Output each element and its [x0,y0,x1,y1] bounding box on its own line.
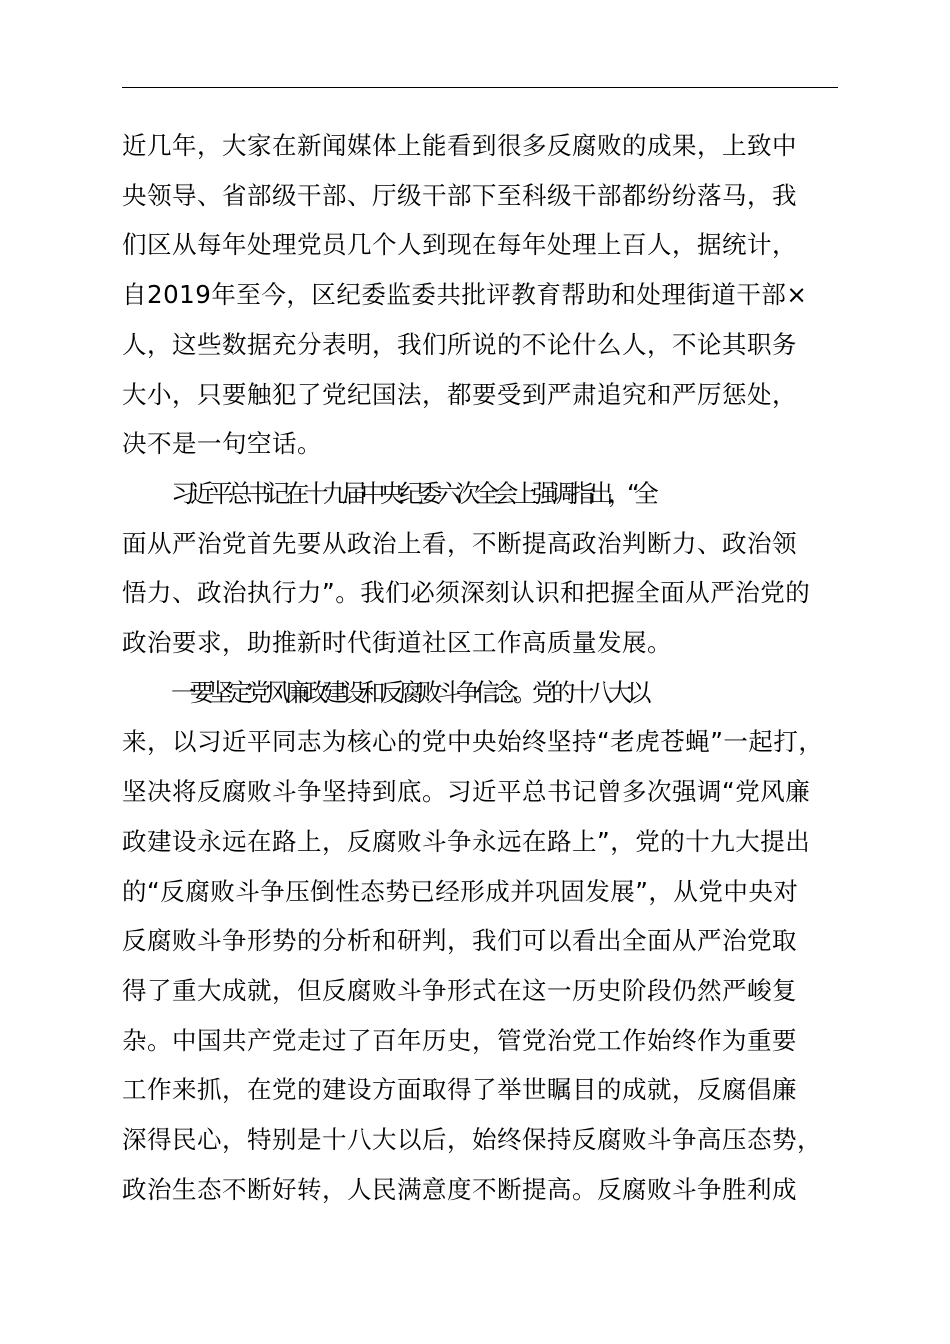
text-line: 一要坚定党风廉政建设和反腐败斗争信念。党的十八大以 [171,677,646,707]
text-line: 近几年，大家在新闻媒体上能看到很多反腐败的成果，上致中 [122,131,797,160]
text-line: 杂。中国共产党走过了百年历史，管党治党工作始终作为重要 [122,1025,797,1055]
text-line: 们区从每年处理党员几个人到现在每年处理上百人，据统计， [122,230,797,260]
document-body [122,121,838,1214]
text-line: 工作来抓，在党的建设方面取得了举世瞩目的成就，反腐倡廉 [122,1075,797,1105]
text-line: 大小，只要触犯了党纪国法，都要受到严肃追究和严厉惩处， [122,379,797,409]
text-line: 决不是一句空话。 [122,429,322,459]
paragraph-1 [122,121,838,469]
text-line: 习近平总书记在十九届中央纪委六次全会上强调指出，“全 [171,478,654,508]
text-line: 得了重大成就，但反腐败斗争形式在这一历史阶段仍然严峻复 [122,975,797,1005]
text-line: 政治要求，助推新时代街道社区工作高质量发展。 [122,628,672,658]
text-line: 自2019年至今，区纪委监委共批评教育帮助和处理街道干部× [122,280,808,310]
text-line: 面从严治党首先要从政治上看，不断提高政治判断力、政治领 [122,528,797,558]
text-line: 的“反腐败斗争压倒性态势已经形成并巩固发展”，从党中央对 [122,876,799,906]
text-line: 来，以习近平同志为核心的党中央始终坚持“老虎苍蝇”一起打， [122,727,824,757]
text-line: 悟力、政治执行力”。我们必须深刻认识和把握全面从严治党的 [122,578,811,608]
text-line: 政建设永远在路上，反腐败斗争永远在路上”，党的十九大提出 [122,826,811,856]
text-line: 反腐败斗争形势的分析和研判，我们可以看出全面从严治党取 [122,926,797,956]
text-line: 央领导、省部级干部、厅级干部下至科级干部都纷纷落马，我 [122,180,797,210]
text-line: 人，这些数据充分表明，我们所说的不论什么人，不论其职务 [122,329,797,359]
header-rule [122,87,838,88]
text-line: 深得民心，特别是十八大以后，始终保持反腐败斗争高压态势， [122,1125,822,1155]
paragraph-2 [122,469,838,668]
paragraph-3 [122,668,838,1215]
text-line: 坚决将反腐败斗争坚持到底。习近平总书记曾多次强调“党风廉 [122,777,811,807]
text-line: 政治生态不断好转，人民满意度不断提高。反腐败斗争胜利成 [122,1174,797,1204]
